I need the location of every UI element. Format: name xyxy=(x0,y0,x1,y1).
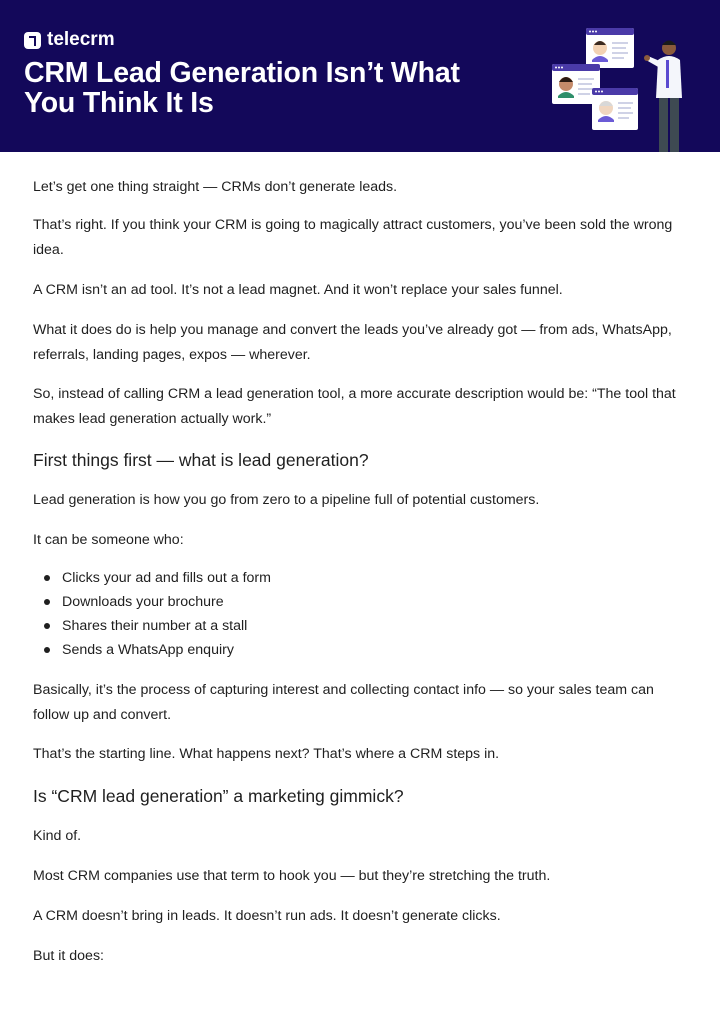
paragraph: Let’s get one thing straight — CRMs don’t generate leads. xyxy=(33,179,398,195)
person-thinking-icon xyxy=(644,41,682,153)
telecrm-logo-icon xyxy=(24,32,41,49)
profile-card-icon xyxy=(592,88,638,130)
profile-card-icon xyxy=(586,28,634,68)
page-title: CRM Lead Generation Isn’t What You Think It Is xyxy=(24,57,460,119)
paragraph: So, instead of calling CRM a lead generation tool, a more accurate description would be: “The tool that makes lead generation actually work.” xyxy=(33,386,676,427)
bullet-list xyxy=(33,566,271,662)
paragraph: That’s the starting line. What happens next? That’s where a CRM steps in. xyxy=(33,746,500,762)
paragraph: What it does do is help you manage and convert the leads you’ve already got — from ads, WhatsApp, referrals, landing pages, expos — wherever. xyxy=(33,322,672,363)
section-heading: First things first — what is lead generation? xyxy=(33,450,369,470)
paragraph: A CRM isn’t an ad tool. It’s not a lead magnet. And it won’t replace your sales funnel. xyxy=(33,282,563,298)
paragraph: That’s right. If you think your CRM is going to magically attract customers, you’ve been sold the wrong idea. xyxy=(33,217,673,258)
list-item: Shares their number at a stall xyxy=(33,614,271,638)
brand-name: telecrm xyxy=(47,29,115,50)
paragraph: Basically, it’s the process of capturing interest and collecting contact info — so your sales team can follow up and convert. xyxy=(33,682,654,723)
paragraph: Lead generation is how you go from zero to a pipeline full of potential customers. xyxy=(33,492,540,508)
crm-illustration xyxy=(548,24,708,152)
list-item: Downloads your brochure xyxy=(33,590,271,614)
section-heading: Is “CRM lead generation” a marketing gimmick? xyxy=(33,786,404,806)
list-item: Clicks your ad and fills out a form xyxy=(33,566,271,590)
paragraph: It can be someone who: xyxy=(33,532,184,548)
hero-banner xyxy=(0,0,720,152)
paragraph: A CRM doesn’t bring in leads. It doesn’t run ads. It doesn’t generate clicks. xyxy=(33,908,501,924)
paragraph: Most CRM companies use that term to hook you — but they’re stretching the truth. xyxy=(33,868,551,884)
list-item: Sends a WhatsApp enquiry xyxy=(33,638,271,662)
brand-logo[interactable] xyxy=(24,29,115,51)
paragraph: Kind of. xyxy=(33,828,82,844)
paragraph: But it does: xyxy=(33,948,104,964)
